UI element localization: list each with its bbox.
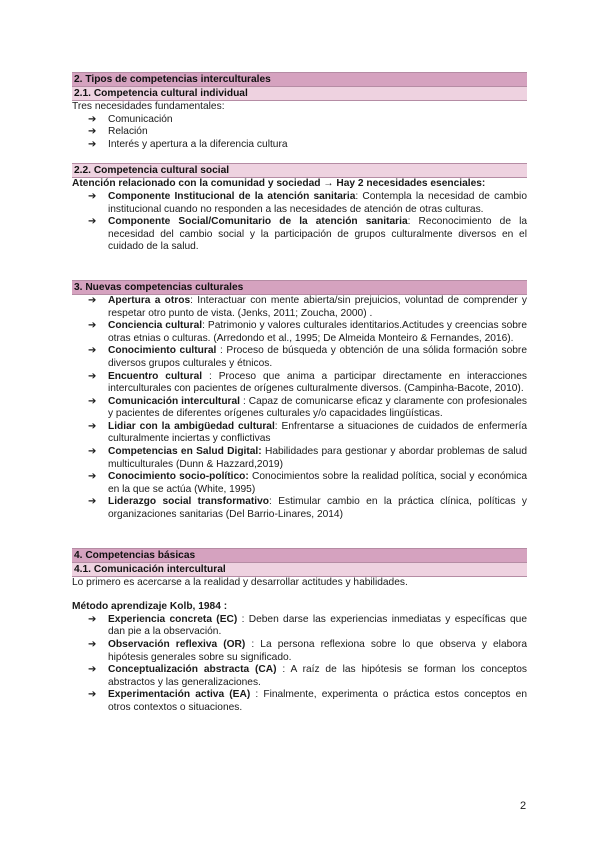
list-3 <box>72 295 527 522</box>
list-item: ➔ Conceptualización abstracta (CA) : A raíz de las hipótesis se forman los conceptos abstractos y las generalizaciones. <box>88 664 528 688</box>
list-2-2 <box>72 191 527 254</box>
arrow-right-icon: ➔ <box>88 320 97 332</box>
arrow-right-icon: ➔ <box>88 639 97 650</box>
list-item: ➔ Observación reflexiva (OR) : La persona reflexiona sobre lo que observa y elabora hipótesis generales sobre su significado. <box>88 639 527 663</box>
arrow-right-icon: ➔ <box>88 420 97 432</box>
list-item: ➔ Encuentro cultural : Proceso que anima a participar directamente en interacciones interculturales con pacientes de orígenes culturalmente diversos. (Campinha-Bacote, 2010). <box>88 370 527 395</box>
list-item: ➔ Relación <box>88 126 148 138</box>
arrow-right-icon: ➔ <box>88 664 97 676</box>
list-item: ➔ Componente Social/Comunitario de la atención sanitaria: Reconocimiento de la necesidad del cambio social y la participación de grupos culturalmente diversos en el cuidado de la salud. <box>88 216 527 253</box>
list-2-1 <box>72 114 527 152</box>
list-item: ➔ Lidiar con la ambigüedad cultural: Enfrentarse a situaciones de cuidados de enfermería culturalmente inciertas y conflictivas <box>88 420 527 445</box>
arrow-right-icon: ➔ <box>88 216 97 228</box>
list-item: ➔ Conocimiento socio-político: Conocimientos sobre la realidad política, social y económica en la que se actúa (White, 1995) <box>88 471 528 495</box>
page-number: 2 <box>520 800 527 812</box>
list-item: ➔ Experimentación activa (EA) : Finalmente, experimenta o práctica estos conceptos en otros contextos o situaciones. <box>88 689 527 713</box>
arrow-right-icon: ➔ <box>88 138 97 150</box>
arrow-right-icon: ➔ <box>88 113 97 125</box>
list-4-1 <box>72 614 527 715</box>
list-item: ➔ Conocimiento cultural : Proceso de búsqueda y obtención de una sólida formación sobre diversos grupos culturales y étnicos. <box>88 345 527 369</box>
subsection-heading-2-2: 2.2. Competencia cultural social <box>72 163 527 178</box>
list-item: ➔ Componente Institucional de la atención sanitaria: Contempla la necesidad de cambio institucional cuando no responden a las necesidades de atención de otras culturas. <box>88 190 527 215</box>
arrow-right-icon: ➔ <box>88 471 97 483</box>
arrow-right-icon: ➔ <box>88 395 97 407</box>
list-item: ➔ Conciencia cultural: Patrimonio y valores culturales identitarios.Actitudes y creencias sobre otras etnias o culturas. (Arredondo et al., 1995; De Almeida Monteiro & Fernandes, 2016). <box>88 320 527 344</box>
arrow-right-icon: ➔ <box>88 446 97 458</box>
arrow-right-icon: ➔ <box>88 613 97 625</box>
list-item: ➔ Liderazgo social transformativo: Estimular cambio en la práctica clínica, políticas y organizaciones sanitarias (Del Barrio-Linares, 2014) <box>88 496 527 521</box>
arrow-right-icon: ➔ <box>88 126 97 138</box>
list-item: ➔ Comunicación <box>88 113 173 125</box>
paragraph-intro-2-1: Tres necesidades fundamentales: <box>72 101 225 112</box>
subsection-heading-2-1: 2.1. Competencia cultural individual <box>72 87 527 101</box>
arrow-right-icon: ➔ <box>88 496 97 508</box>
section-heading-2: 2. Tipos de competencias interculturales <box>72 72 527 87</box>
subsection-heading-4-1: 4.1. Comunicación intercultural <box>72 563 527 577</box>
list-item: ➔ Comunicación intercultural : Capaz de comunicarse eficaz y claramente con profesionales y pacientes de diferentes orígenes culturales y/o capacidades lingüísticas. <box>88 395 528 420</box>
document-page <box>72 72 527 715</box>
section-heading-3: 3. Nuevas competencias culturales <box>72 280 527 295</box>
arrow-right-icon: ➔ <box>88 294 97 306</box>
list-item: ➔ Experiencia concreta (EC) : Deben darse las experiencias inmediatas y específicas que dan pie a la observación. <box>88 613 527 638</box>
paragraph-intro-2-2: Atención relacionado con la comunidad y sociedad → Hay 2 necesidades esenciales: <box>72 178 486 190</box>
arrow-right-icon: ➔ <box>88 345 97 357</box>
list-item: ➔ Interés y apertura a la diferencia cultura <box>88 138 288 150</box>
list-item: ➔ Competencias en Salud Digital: Habilidades para gestionar y abordar problemas de salud multiculturales (Dunn & Hazzard,2019) <box>88 446 528 470</box>
section-heading-4: 4. Competencias básicas <box>72 548 527 563</box>
arrow-right-icon: ➔ <box>88 689 97 701</box>
arrow-right-icon: ➔ <box>88 190 97 202</box>
paragraph-intro-4-1: Lo primero es acercarse a la realidad y desarrollar actitudes y habilidades. <box>72 576 408 588</box>
list-item: ➔ Apertura a otros: Interactuar con mente abierta/sin prejuicios, voluntad de comprender y respetar otro punto de vista. (Jenks, 2011; Zoucha, 2000) . <box>88 294 527 319</box>
arrow-right-icon: ➔ <box>88 370 97 382</box>
method-heading: Método aprendizaje Kolb, 1984 : <box>72 601 228 613</box>
